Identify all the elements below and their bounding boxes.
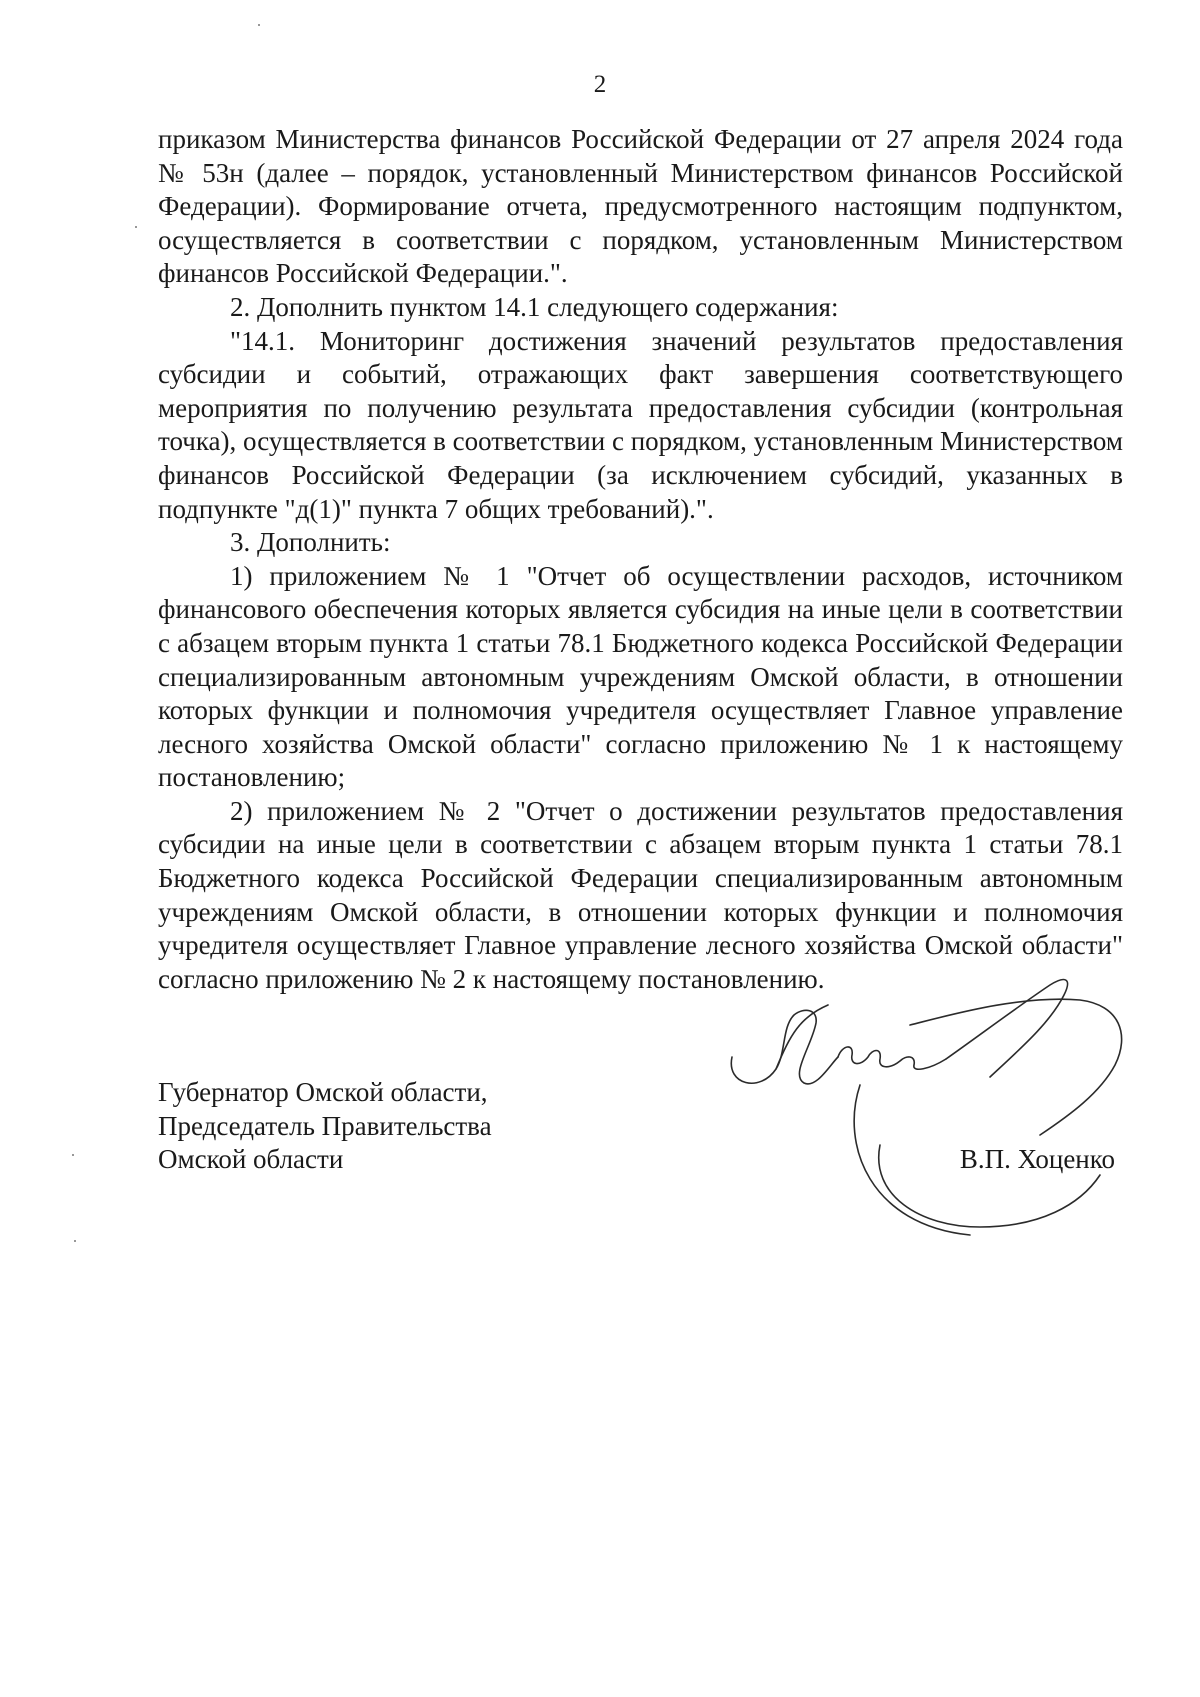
handwritten-signature	[720, 965, 1140, 1245]
paragraph-clause-14-1: "14.1. Мониторинг достижения значений результатов предоставления субсидии и событий, отражающих факт завершения соответствующего мероприятия по получению результата предоставления субсидии (контрольная точка), осуществляется в соответствии с порядком, установленным Министерством финансов Российской Федерации (за исключением субсидий, указанных в подпункте "д(1)" пункта 7 общих требований).".	[158, 325, 1123, 524]
signer-position-line: Губернатор Омской области,	[158, 1077, 488, 1107]
signer-position-line: Председатель Правительства	[158, 1110, 492, 1141]
paragraph-appendix-1: 1) приложением № 1 "Отчет об осуществлении расходов, источником финансового обеспечения которых является субсидия на иные цели в соответствии с абзацем вторым пункта 1 статьи 78.1 Бюджетного кодекса Российской Федерации специализированным автономным учреждениям Омской области, в отношении которых функции и полномочия учредителя осуществляет Главное управление лесного хозяйства Омской области" согласно приложению № 1 к настоящему постановлению;	[158, 560, 1123, 793]
paragraph-item-2: 2. Дополнить пунктом 14.1 следующего содержания:	[230, 291, 839, 322]
signer-position-line: Омской области	[158, 1144, 344, 1175]
paragraph-item-3: 3. Дополнить:	[230, 527, 391, 558]
signer-position	[158, 1076, 678, 1177]
paragraph-appendix-2: 2) приложением № 2 "Отчет о достижении результатов предоставления субсидии на иные цели в соответствии с абзацем вторым пункта 1 статьи 78.1 Бюджетного кодекса Российской Федерации специализированным автономным учреждениям Омской области, в отношении которых функции и полномочия учредителя осуществляет Главное управление лесного хозяйства Омской области" согласно приложению № 2 к настоящему постановлению.	[158, 795, 1123, 994]
signer-name: В.П. Хоценко	[959, 1144, 1115, 1174]
document-body	[158, 123, 1123, 996]
paragraph-continuation: приказом Министерства финансов Российской Федерации от 27 апреля 2024 года № 53н (далее – порядок, установленный Министерством финансов Российской Федерации). Формирование отчета, предусмотренного настоящим подпунктом, осуществляется в соответствии с порядком, установленным Министерством финансов Российской Федерации.".	[158, 124, 1123, 289]
page-number: 2	[593, 71, 607, 98]
